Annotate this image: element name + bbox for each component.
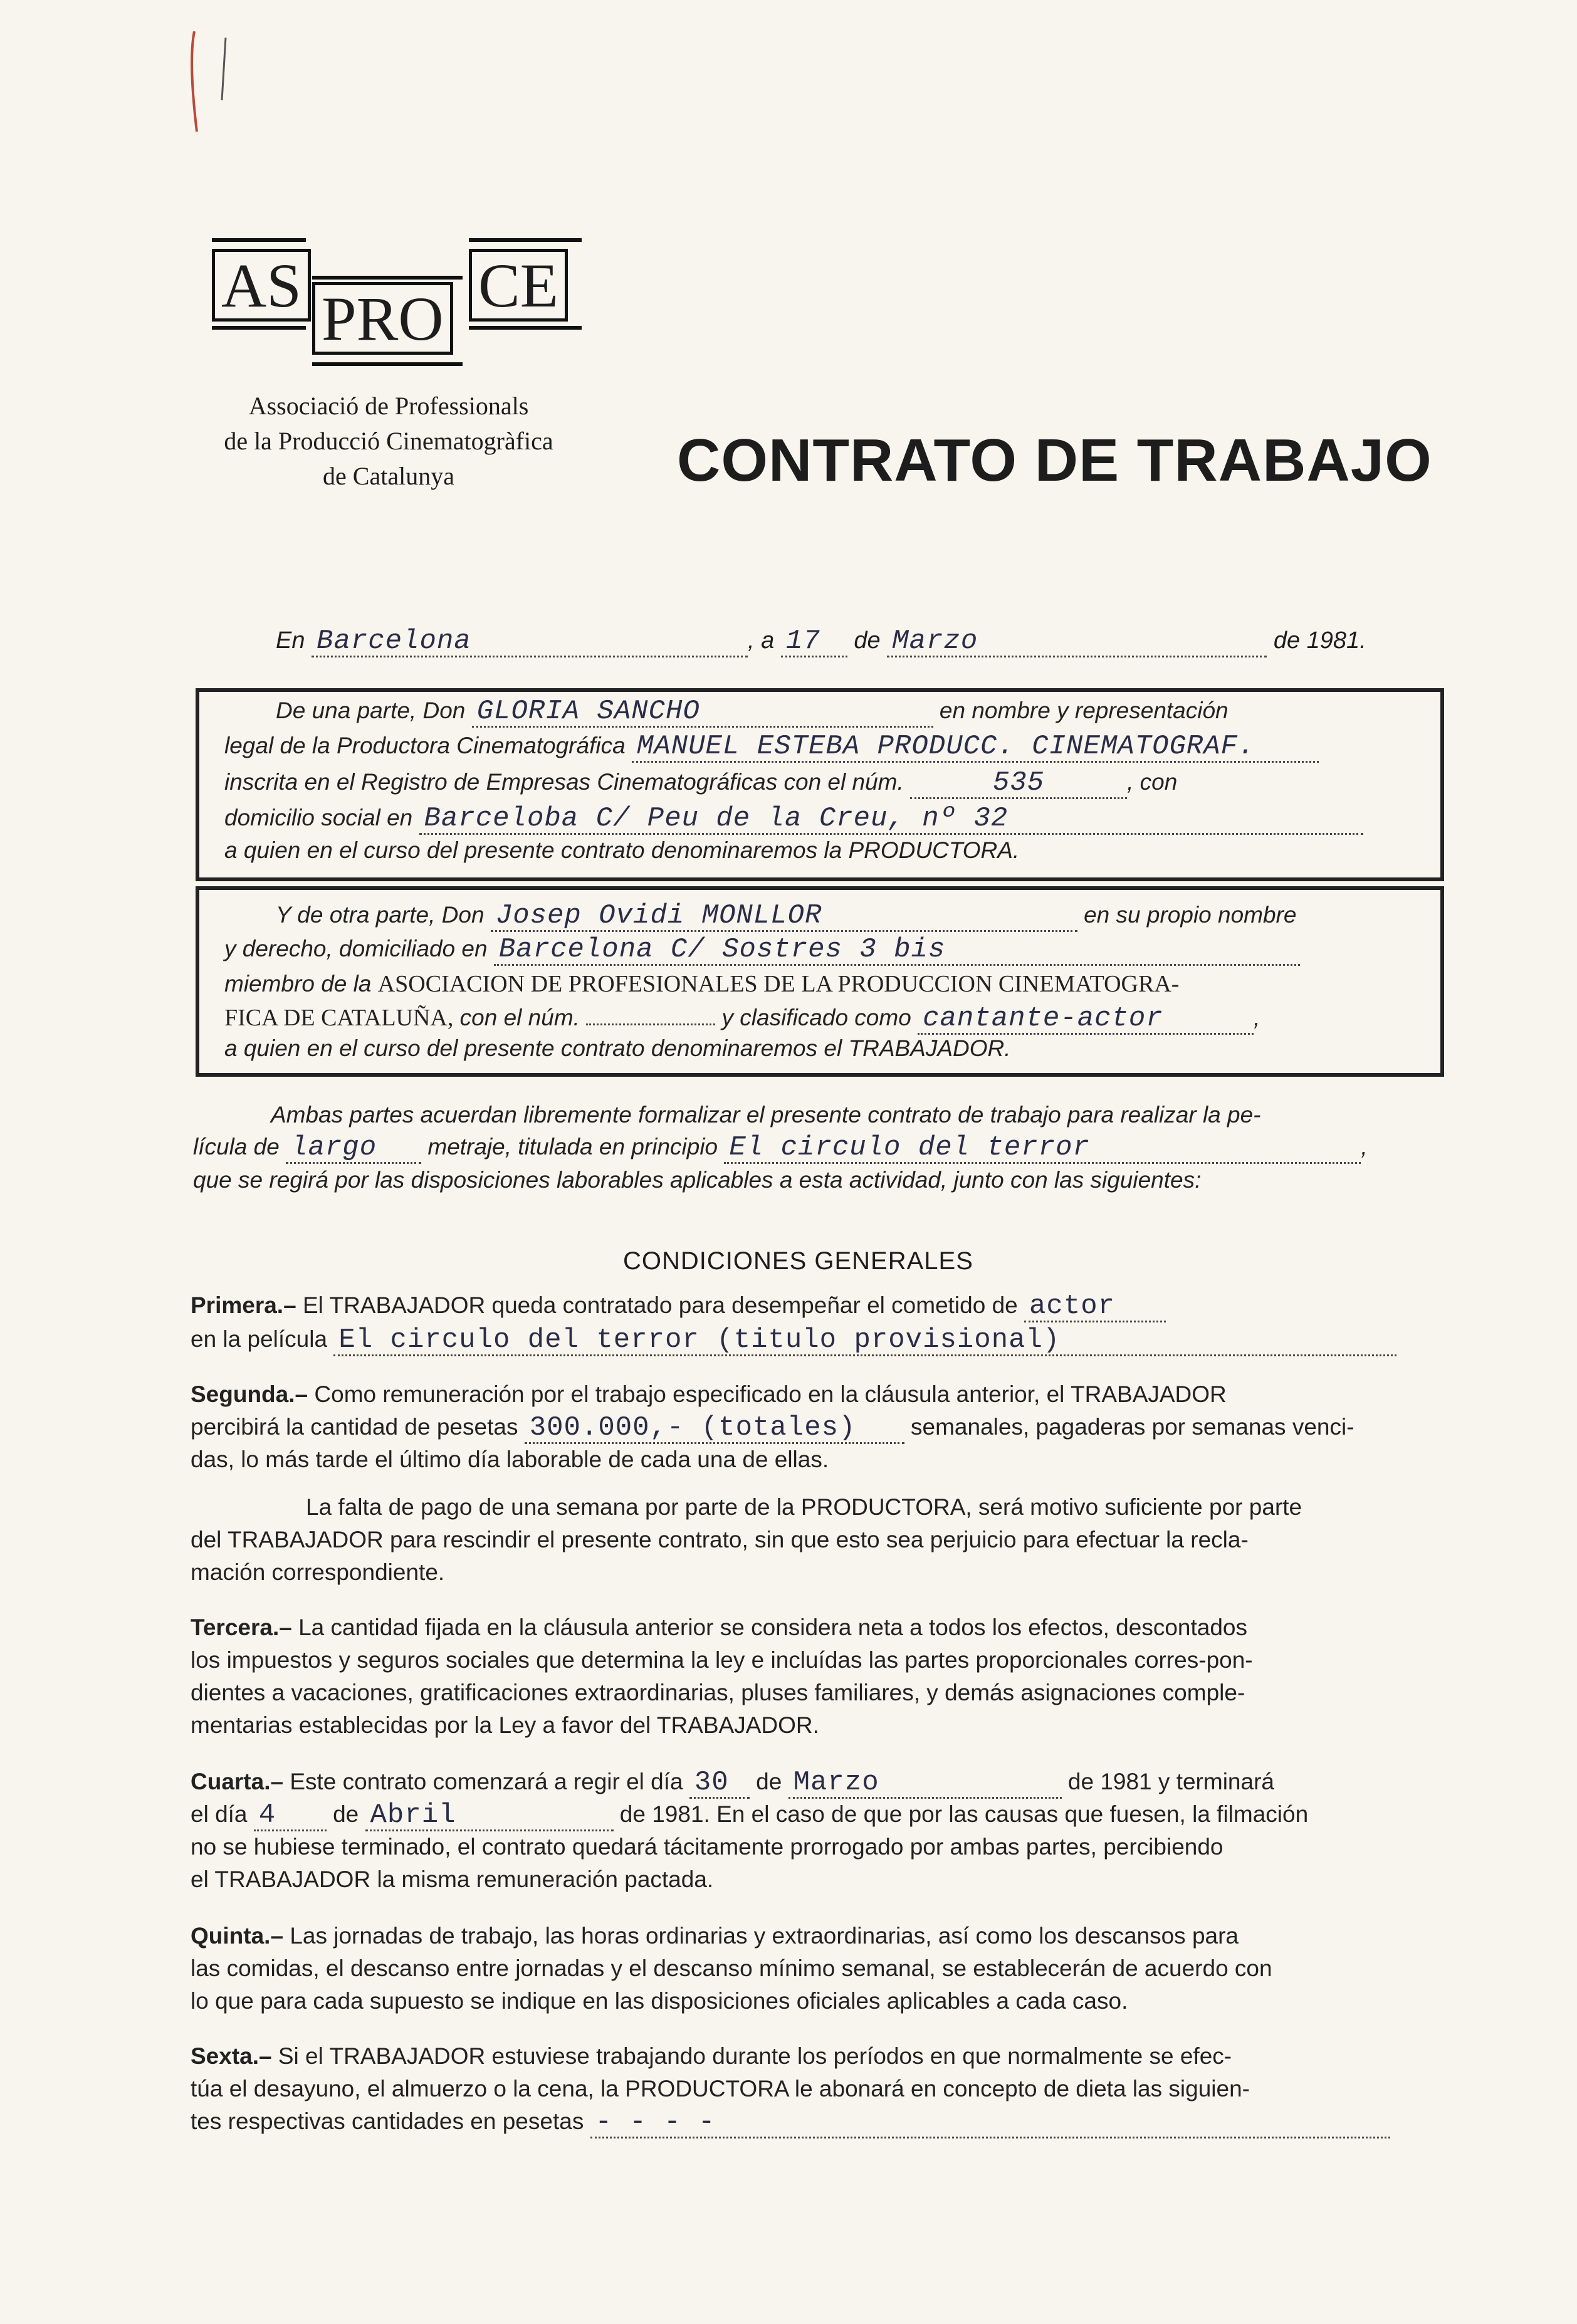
classification-tail: , <box>1254 1005 1260 1030</box>
classification-field: cantante-actor <box>918 1004 1254 1035</box>
clause-text: Como remuneración por el trabajo especificado en la cláusula anterior, el TRABAJADOR <box>314 1381 1227 1407</box>
association-line: de Catalunya <box>323 462 454 490</box>
clause-text: mación correspondiente. <box>191 1559 445 1585</box>
clause-text: Si el TRABAJADOR estuviese trabajando durante los períodos en que normalmente se efec- <box>278 2043 1232 2069</box>
worker-address-label: y derecho, domiciliado en <box>224 936 488 961</box>
clause-text: semanales, pagaderas por semanas venci- <box>911 1414 1354 1440</box>
producer-address-label: domicilio social en <box>224 805 413 830</box>
role-field: actor <box>1024 1292 1166 1322</box>
worker-intro: Y de otra parte, Don <box>276 902 485 928</box>
clause-text: das, lo más tarde el último día laborable de cada una de ellas. <box>191 1447 829 1472</box>
association-line: Associació de Professionals <box>248 392 529 420</box>
registry-tail: , con <box>1127 769 1178 795</box>
clause-text: La cantidad fijada en la cláusula anterior se considera neta a todos los efectos, descontados <box>298 1615 1247 1640</box>
registry-label: inscrita en el Registro de Empresas Cinematográficas con el núm. <box>224 769 904 795</box>
producer-intro: De una parte, Don <box>276 698 466 723</box>
clause-text: de <box>756 1769 782 1794</box>
member-number-field <box>586 1023 715 1025</box>
clause-text: de 1981 y terminará <box>1067 1769 1274 1794</box>
producer-representation: en nombre y representación <box>939 698 1229 723</box>
film-field: El circulo del terror (titulo provisional) <box>333 1326 1396 1356</box>
classification-label: y clasificado como <box>721 1005 911 1030</box>
a-label: , a <box>748 627 775 654</box>
film-title-field: El circulo del terror <box>724 1133 1361 1164</box>
clause-text: el día <box>191 1801 248 1827</box>
clause-text: mentarias establecidas por la Ley a favor del TRABAJADOR. <box>191 1712 819 1738</box>
end-month-field: Abril <box>365 1801 614 1831</box>
worker-address-field: Barcelona C/ Sostres 3 bis <box>494 935 1300 966</box>
clause-label: Sexta.– <box>191 2043 272 2069</box>
clause-text: El TRABAJADOR queda contratado para desempeñar el cometido de <box>302 1292 1018 1318</box>
member-number-label: con el núm. <box>459 1005 580 1030</box>
clause-text: La falta de pago de una semana por parte de la PRODUCTORA, será motivo suficiente por parte <box>306 1494 1302 1520</box>
clause-label: Tercera.– <box>191 1615 292 1640</box>
worker-denomination: a quien en el curso del presente contrato denominaremos el TRABAJADOR. <box>224 1035 1011 1061</box>
salary-field: 300.000,- (totales) <box>525 1413 904 1444</box>
association-membership-cont: FICA DE CATALUÑA, <box>224 1005 454 1031</box>
film-title-label: metraje, titulada en principio <box>427 1134 718 1159</box>
year-label: de 1981. <box>1273 627 1366 654</box>
clause-label: Primera.– <box>191 1292 296 1318</box>
pencil-mark <box>176 6 251 150</box>
film-title-tail: , <box>1361 1134 1368 1159</box>
clause-text: de <box>333 1801 359 1827</box>
day-field: 17 <box>781 627 847 657</box>
city-field: Barcelona <box>312 627 748 657</box>
clause-text: del TRABAJADOR para rescindir el presente contrato, sin que esto sea perjuicio para efectuar la recla- <box>191 1527 1249 1552</box>
producer-denomination: a quien en el curso del presente contrato denominaremos la PRODUCTORA. <box>224 837 1020 863</box>
film-length-field: largo <box>286 1133 421 1164</box>
clause-text: los impuestos y seguros sociales que determina la ley e incluídas las partes proporcionales corres-pon- <box>191 1647 1253 1673</box>
logo-pro: PRO <box>312 282 453 355</box>
month-field: Marzo <box>887 627 1267 657</box>
logo-ce: CE <box>469 249 568 322</box>
clause-text: las comidas, el descanso entre jornadas y el descanso mínimo semanal, se establecerán de acuerdo con <box>191 1955 1272 1981</box>
producer-name-field: GLORIA SANCHO <box>472 697 933 728</box>
association-line: de la Producció Cinematogràfica <box>224 427 553 455</box>
association-membership: ASOCIACION DE PROFESIONALES DE LA PRODUCCION CINEMATOGRA- <box>377 971 1180 997</box>
clause-text: de 1981. En el caso de que por las causas que fuesen, la filmación <box>619 1801 1309 1827</box>
producer-address-field: Barceloba C/ Peu de la Creu, nº 32 <box>419 804 1363 835</box>
page-title: CONTRATO DE TRABAJO <box>677 427 1432 494</box>
clause-label: Cuarta.– <box>191 1769 284 1794</box>
agreement-line: que se regirá por las disposiciones laborables aplicables a esta actividad, junto con las siguientes: <box>193 1167 1202 1193</box>
diet-amount-field: - - - - <box>590 2108 1390 2138</box>
clause-text: el TRABAJADOR la misma remuneración pactada. <box>191 1866 714 1892</box>
clause-text: Las jornadas de trabajo, las horas ordinarias y extraordinarias, así como los descansos para <box>290 1923 1239 1949</box>
start-month-field: Marzo <box>788 1768 1062 1799</box>
clause-text: no se hubiese terminado, el contrato quedará tácitamente prorrogado por ambas partes, percibiendo <box>191 1834 1223 1860</box>
registry-number-field: 535 <box>910 768 1127 799</box>
conditions-heading: CONDICIONES GENERALES <box>623 1247 973 1275</box>
clause-text: tes respectivas cantidades en pesetas <box>191 2108 584 2134</box>
film-type-label: lícula de <box>193 1134 280 1159</box>
clause-text: en la película <box>191 1326 328 1352</box>
clause-text: dientes a vacaciones, gratificaciones extraordinarias, pluses familiares, y demás asignaciones comple- <box>191 1680 1245 1705</box>
company-field: MANUEL ESTEBA PRODUCC. CINEMATOGRAF. <box>632 732 1319 763</box>
agreement-line: Ambas partes acuerdan libremente formalizar el presente contrato de trabajo para realizar la pe- <box>271 1102 1261 1128</box>
logo-as: AS <box>212 249 311 322</box>
clause-text: túa el desayuno, el almuerzo o la cena, la PRODUCTORA le abonará en concepto de dieta las siguien- <box>191 2076 1250 2102</box>
clause-label: Quinta.– <box>191 1923 284 1949</box>
worker-own-name: en su propio nombre <box>1084 902 1297 928</box>
clause-text: lo que para cada supuesto se indique en las disposiciones oficiales aplicables a cada caso. <box>191 1988 1128 2014</box>
worker-name-field: Josep Ovidi MONLLOR <box>491 901 1077 932</box>
de-label: de <box>854 627 881 654</box>
member-label: miembro de la <box>224 971 372 997</box>
clause-label: Segunda.– <box>191 1381 308 1407</box>
en-label: En <box>276 627 305 654</box>
producer-company-label: legal de la Productora Cinematográfica <box>224 733 626 758</box>
place-date-line <box>276 627 1366 657</box>
start-day-field: 30 <box>689 1768 750 1799</box>
clause-text: percibirá la cantidad de pesetas <box>191 1414 518 1440</box>
end-day-field: 4 <box>254 1801 327 1831</box>
clause-text: Este contrato comenzará a regir el día <box>290 1769 683 1794</box>
association-name <box>188 389 589 494</box>
